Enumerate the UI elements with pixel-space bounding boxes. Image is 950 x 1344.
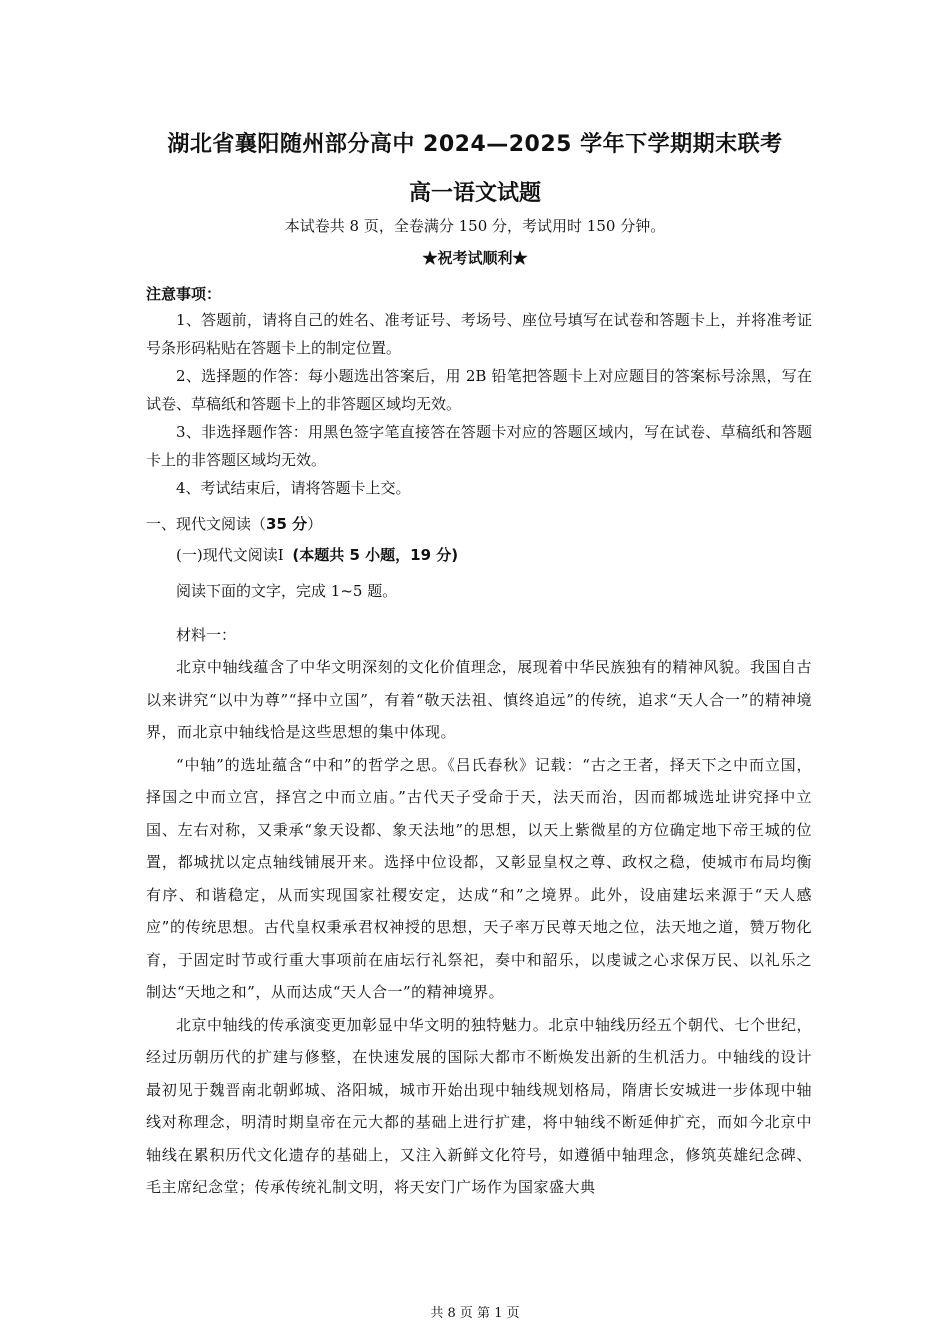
section-heading-post: ） xyxy=(307,515,323,533)
subsection-heading-bold: (本题共 5 小题，19 分) xyxy=(292,546,459,564)
exam-info: 本试卷共 8 页，全卷满分 150 分，考试用时 150 分钟。 xyxy=(284,217,666,235)
footer-post: 页 xyxy=(502,1306,520,1321)
footer-current-page: 1 xyxy=(494,1306,503,1321)
notice-item-2: 2、选择题的作答：每小题选出答案后，用 2B 铅笔把答题卡上对应题目的答案标号涂黑，写在试卷、草稿纸和答题卡上的非答题区域均无效。 xyxy=(146,367,812,413)
notice-item-3: 3、非选择题作答：用黑色签字笔直接答在答题卡对应的答题区域内，写在试卷、草稿纸和答题卡上的非答题区域均无效。 xyxy=(146,423,812,469)
reading-instruction: 阅读下面的文字，完成 1~5 题。 xyxy=(176,582,398,600)
section-heading xyxy=(146,513,322,534)
subsection-heading-pre: (一)现代文阅读Ⅰ xyxy=(176,546,284,564)
good-luck-line: ★祝考试顺利★ xyxy=(422,249,528,267)
notice-item-1: 1、答题前，请将自己的姓名、准考证号、考场号、座位号填写在试卷和答题卡上，并将准考证号条形码粘贴在答题卡上的制定位置。 xyxy=(146,311,812,357)
passage-paragraph-3: 北京中轴线的传承演变更加彰显中华文明的独特魅力。北京中轴线历经五个朝代、七个世纪，经过历朝历代的扩建与修整，在快速发展的国际大都市不断焕发出新的生机活力。中轴线的设计最初见于魏晋南北朝邺城、洛阳城，城市开始出现中轴线规划格局，隋唐长安城进一步体现中轴线对称理念，明清时期皇帝在元大都的基础上进行扩建，将中轴线不断延伸扩充，而如今北京中轴线在累积历代文化遗存的基础上，又注入新鲜文化符号，如遵循中轴理念，修筑英雄纪念碑、毛主席纪念堂；传承传统礼制文明，将天安门广场作为国家盛大典 xyxy=(146,1015,812,1196)
notice-item-4: 4、考试结束后，请将答题卡上交。 xyxy=(176,479,411,497)
notice-heading: 注意事项： xyxy=(146,285,222,303)
passage-paragraph-1: 北京中轴线蕴含了中华文明深刻的文化价值理念，展现着中华民族独有的精神风貌。我国自古以来讲究“以中为尊”“择中立国”，有着“敬天法祖、慎终追远”的传统，追求“天人合一”的精神境界，而北京中轴线恰是这些思想的集中体现。 xyxy=(146,658,812,741)
passage-paragraph-2: “中轴”的选址蕴含“中和”的哲学之思。《吕氏春秋》记载：“古之王者，择天下之中而立国，择国之中而立宫，择宫之中而立庙。”古代天子受命于天，法天而治，因而都城选址讲究择中立国、左右对称，又秉承“象天设都、象天法地”的思想，以天上紫微星的方位确定地下帝王城的位置，都城扰以定点轴线铺展开来。选择中位设都，又彰显皇权之尊、政权之稳，使城市布局均衡有序、和谐稳定，从而实现国家社稷安定，达成“和”之境界。此外，设庙建坛来源于“天人感应”的传统思想。古代皇权秉承君权神授的思想，天子率万民尊天地之位，法天地之道，赞万物化育，于固定时节或行重大事项前在庙坛行礼祭祀，奏中和韶乐，以虔诚之心求保万民、以礼乐之制达“天地之和”，从而达成“天人合一”的精神境界。 xyxy=(146,755,812,1001)
page-footer xyxy=(0,1302,950,1321)
material-label: 材料一： xyxy=(176,626,237,644)
notice-list xyxy=(146,306,812,502)
exam-title: 湖北省襄阳随州部分高中 2024—2025 学年下学期期末联考 xyxy=(167,132,783,157)
subsection-heading xyxy=(176,544,458,565)
footer-pre: 共 xyxy=(430,1306,448,1321)
section-heading-score: 35 分 xyxy=(266,515,308,533)
reading-passage xyxy=(146,651,812,1204)
section-heading-pre: 一、现代文阅读（ xyxy=(146,515,267,533)
exam-subtitle: 高一语文试题 xyxy=(408,181,541,206)
footer-mid: 页 第 xyxy=(455,1306,495,1321)
footer-total-pages: 8 xyxy=(447,1306,456,1321)
